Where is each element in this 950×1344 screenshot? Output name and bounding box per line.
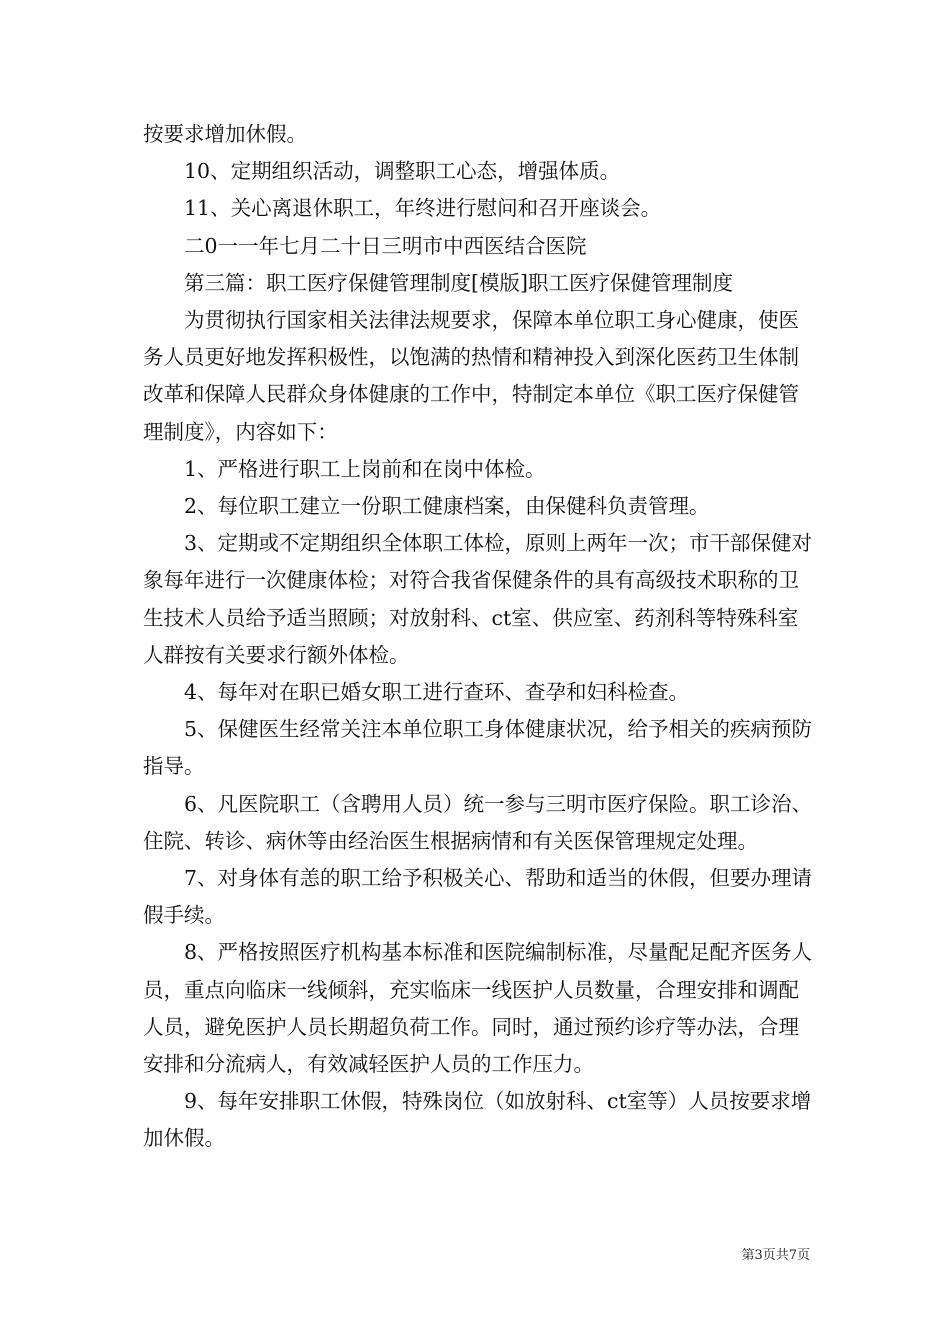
list-item-2: 2、每位职工建立一份职工健康档案，由保健科负责管理。 — [184, 494, 710, 519]
list-item-3: 3、定期或不定期组织全体职工体检，原则上两年一次；市干部保健对象每年进行一次健康体检；对符合我省保健条件的具有高级技术职称的卫生技术人员给予适当照顾；对放射科、ct室、供应室、药剂科等特殊科室人群按有关要求行额外体检。 — [143, 531, 813, 667]
page-number: 第3页共7页 — [741, 1248, 810, 1263]
section-heading: 第三篇：职工医疗保健管理制度[模版]职工医疗保健管理制度 — [184, 270, 733, 295]
list-item-5: 5、保健医生经常关注本单位职工身体健康状况，给予相关的疾病预防指导。 — [143, 717, 813, 779]
list-item-9: 9、每年安排职工休假，特殊岗位（如放射科、ct室等）人员按要求增加休假。 — [143, 1089, 812, 1151]
paragraph-1: 按要求增加休假。 — [143, 122, 307, 146]
paragraph-6: 为贯彻执行国家相关法律法规要求，保障本单位职工身心健康，使医务人员更好地发挥积极性，以饱满的热情和精神投入到深化医药卫生体制改革和保障人民群众身体健康的工作中，特制定本单位《职工医疗保健管理制度》，内容如下： — [143, 308, 799, 444]
list-item-4: 4、每年对在职已婚女职工进行查环、查孕和妇科检查。 — [184, 680, 690, 705]
list-item-7: 7、对身体有恙的职工给予积极关心、帮助和适当的休假，但要办理请假手续。 — [143, 866, 813, 928]
list-item-8: 8、严格按照医疗机构基本标准和医院编制标准，尽量配足配齐医务人员，重点向临床一线倾斜，充实临床一线医护人员数量，合理安排和调配人员，避免医护人员长期超负荷工作。同时，通过预约诊疗等办法，合理安排和分流病人，有效减轻医护人员的工作压力。 — [143, 940, 813, 1077]
paragraph-2: 10、定期组织活动，调整职工心态，增强体质。 — [184, 159, 621, 184]
list-item-1: 1、严格进行职工上岗前和在岗中体检。 — [184, 456, 546, 481]
paragraph-4: 二0一一年七月二十日三明市中西医结合医院 — [184, 233, 587, 258]
list-item-6: 6、凡医院职工（含聘用人员）统一参与三明市医疗保险。职工诊治、住院、转诊、病休等由经治医生根据病情和有关医保管理规定处理。 — [143, 791, 813, 853]
document-body — [143, 116, 815, 1158]
paragraph-3: 11、关心离退休职工，年终进行慰问和召开座谈会。 — [184, 196, 662, 221]
